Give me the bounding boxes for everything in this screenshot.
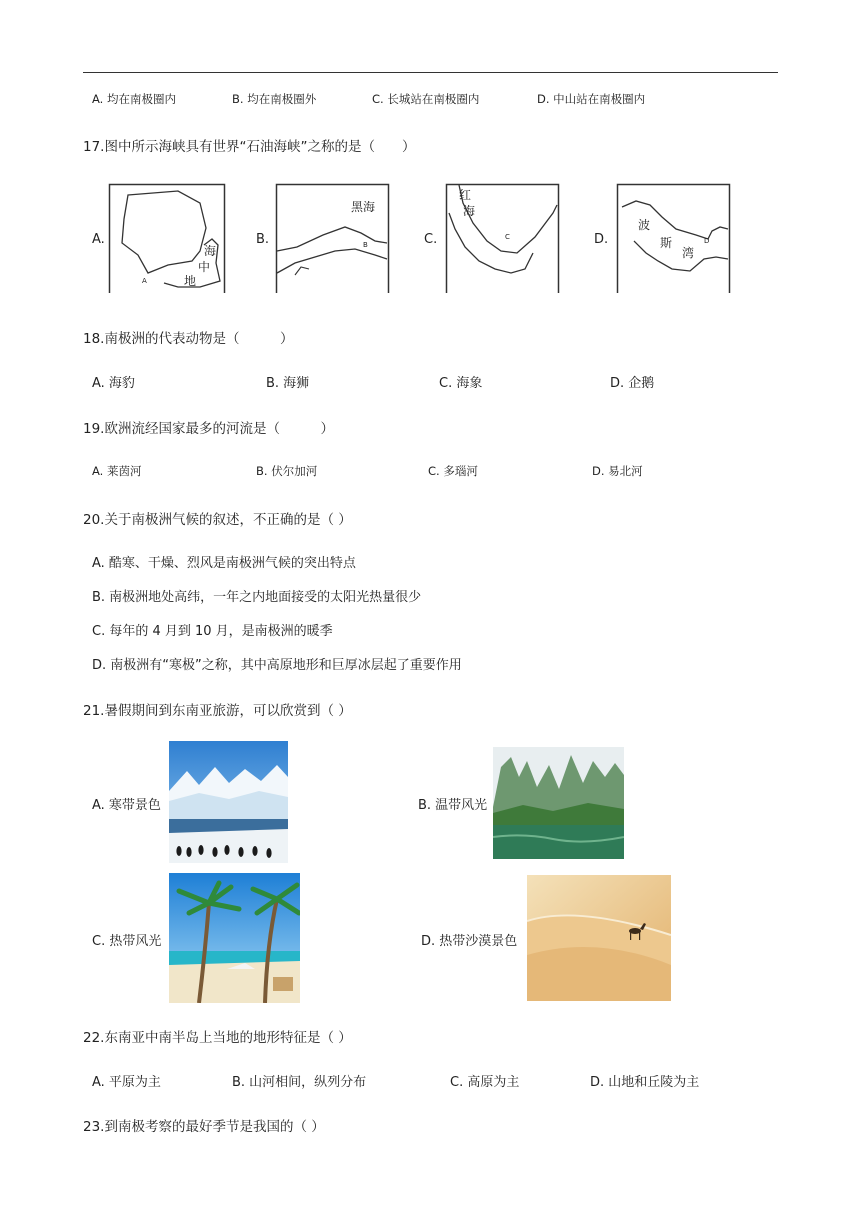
map-a-label-2: 中 [198, 260, 211, 274]
q20-option-b[interactable]: B. 南极洲地处高纬，一年之内地面接受的太阳光热量很少 [92, 590, 422, 605]
q21-option-c[interactable]: C. 热带风光 [92, 934, 162, 949]
coast-north [277, 227, 387, 251]
map-a-label-1: 海 [204, 244, 217, 258]
polar-landscape-photo [169, 741, 288, 863]
iberia-coast [122, 191, 206, 273]
q21-option-d[interactable]: D. 热带沙漠景色 [421, 934, 518, 949]
q16-option-d[interactable]: D. 中山站在南极圈内 [537, 92, 646, 106]
q21-option-b[interactable]: B. 温带风光 [418, 798, 488, 813]
map-d-label-3: 湾 [682, 246, 695, 260]
q19-option-c[interactable]: C. 多瑙河 [428, 464, 478, 478]
strait-map-d [616, 183, 756, 293]
q20-option-d[interactable]: D. 南极洲有“寒极”之称，其中高原地形和巨厚冰层起了重要作用 [92, 658, 462, 673]
map-d-label-1: 波 [638, 218, 651, 232]
q16-option-a[interactable]: A. 均在南极圈内 [92, 92, 176, 106]
q20-option-a[interactable]: A. 酷寒、干燥、烈风是南极洲气候的突出特点 [92, 556, 356, 571]
q18-stem: 18.南极洲的代表动物是（ ） [83, 331, 294, 347]
map-c-label-2: 海 [463, 204, 476, 218]
q18-option-b[interactable]: B. 海狮 [266, 376, 310, 391]
q21-stem: 21.暑假期间到东南亚旅游，可以欣赏到（ ） [83, 703, 352, 719]
q17-stem: 17.图中所示海峡具有世界“石油海峡”之称的是（ ） [83, 139, 416, 155]
q17-option-b[interactable]: B. [256, 232, 270, 247]
coast-inlet [295, 267, 309, 275]
q23-stem: 23.到南极考察的最好季节是我国的（ ） [83, 1119, 325, 1135]
strait-map-b [275, 183, 415, 293]
q18-option-d[interactable]: D. 企鹅 [610, 376, 655, 391]
map-b-label-1: 黑海 [351, 200, 376, 214]
strait-map-c [445, 183, 585, 293]
q20-stem: 20.关于南极洲气候的叙述，不正确的是（ ） [83, 512, 352, 528]
q22-option-b[interactable]: B. 山河相间，纵列分布 [232, 1075, 367, 1090]
q19-option-b[interactable]: B. 伏尔加河 [256, 464, 318, 478]
header-rule [83, 72, 778, 73]
q19-option-d[interactable]: D. 易北河 [592, 464, 643, 478]
q18-option-a[interactable]: A. 海豹 [92, 376, 135, 391]
q19-option-a[interactable]: A. 莱茵河 [92, 464, 142, 478]
q22-option-a[interactable]: A. 平原为主 [92, 1075, 161, 1090]
map-d-point: D [704, 237, 710, 245]
coast-west [449, 213, 533, 273]
coast-east [459, 185, 557, 253]
map-a-label-3: 地 [184, 274, 197, 288]
q17-option-c[interactable]: C. [424, 232, 438, 247]
map-b-point: B [363, 241, 368, 249]
map-frame [618, 185, 730, 294]
q18-option-c[interactable]: C. 海象 [439, 376, 483, 391]
desert-landscape-photo [527, 875, 671, 1001]
coast-south [634, 241, 728, 271]
q19-stem: 19.欧洲流经国家最多的河流是（ ） [83, 421, 334, 437]
strait-map-a [108, 183, 248, 293]
q21-option-a[interactable]: A. 寒带景色 [92, 798, 161, 813]
coast-south [277, 249, 387, 273]
q16-option-b[interactable]: B. 均在南极圈外 [232, 92, 317, 106]
q22-stem: 22.东南亚中南半岛上当地的地形特征是（ ） [83, 1030, 352, 1046]
q17-option-a[interactable]: A. [92, 232, 105, 247]
map-d-label-2: 斯 [660, 236, 673, 250]
tropical-beach-photo [169, 873, 300, 1003]
map-c-label-1: 红 [459, 188, 472, 202]
q22-option-d[interactable]: D. 山地和丘陵为主 [590, 1075, 700, 1090]
q22-option-c[interactable]: C. 高原为主 [450, 1075, 520, 1090]
temperate-landscape-photo [493, 747, 624, 859]
map-c-point: C [505, 233, 510, 241]
map-a-point: A [142, 277, 147, 285]
q20-option-c[interactable]: C. 每年的 4 月到 10 月，是南极洲的暖季 [92, 624, 333, 639]
q17-option-d[interactable]: D. [594, 232, 609, 247]
q16-option-c[interactable]: C. 长城站在南极圈内 [372, 92, 480, 106]
